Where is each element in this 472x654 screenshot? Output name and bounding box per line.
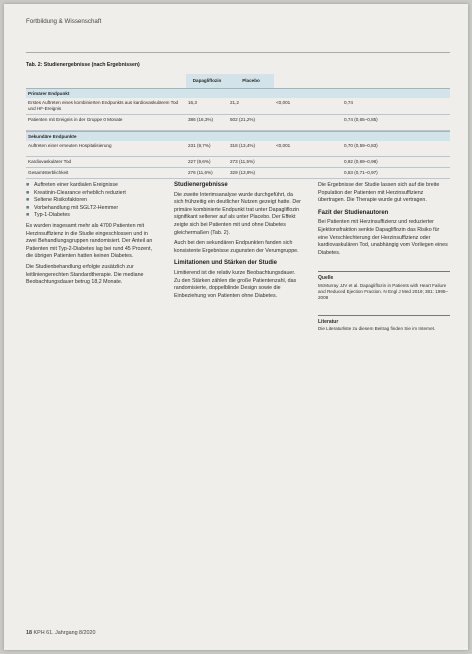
list-item: [26, 197, 154, 205]
subheading: Fazit der Studienautoren: [318, 209, 389, 216]
table-cell: 273 (11,5%): [230, 159, 255, 164]
table-cell: Patienten mit Ereignis in der Gruppe 0 Monate: [28, 117, 123, 122]
table-header-cell: Dapagliflozin: [186, 74, 228, 88]
body-paragraph: Bei Patienten mit Herzinsuffizienz und reduzierter Ejektionsfraktion senkte Dapagliflozin das Risiko für eine Verschlechterung der Herzinsuffizienz oder kardiovaskulären Tod, unabhängig vom Vorliegen eines Diabetes.: [318, 219, 448, 256]
list-item: [26, 190, 154, 198]
list-item-text: Kreatinin-Clearance erheblich reduziert: [34, 189, 126, 196]
text-column-1: [26, 182, 154, 287]
body-paragraph: Es wurden insgesamt mehr als 4700 Patienten mit Herzinsuffizienz in die Studie eingeschlossen und in zwei Behandlungsgruppen randomisiert. Der Anteil an Patienten mit Typ-2-Diabetes lag bei rund 45 Prozent, die übrigen Patienten hatten keinen Diabetes.: [26, 222, 153, 260]
table-cell: 227 (9,6%): [188, 159, 211, 164]
table-section-label: Primärer Endpunkt: [26, 88, 450, 98]
source-box-text: McMurray JJV et al. Dapagliflozin in Patients with Heart Failure and Reduced Ejection Fraction. N Engl J Med 2019; 381: 1995–2008: [318, 282, 448, 300]
table-cell: 0,74 (0,65–0,85): [344, 117, 378, 122]
table-cell: 0,70 (0,59–0,83): [344, 143, 378, 148]
table-cell: 329 (13,9%): [230, 170, 256, 175]
table-cell: 386 (16,3%): [188, 117, 214, 122]
table-cell: [274, 117, 342, 128]
table-row: [26, 98, 450, 115]
list-item-text: Auftreten einer kardialen Ereignisse: [34, 182, 118, 188]
table-cell: 21,2: [230, 100, 239, 105]
list-item-text: Vorbehandlung mit SGLT2-Hemmer: [34, 204, 119, 211]
section-header: Fortbildung & Wissenschaft: [26, 18, 102, 25]
table-cell: Kardiovaskulärer Tod: [28, 159, 72, 164]
source-box: [318, 271, 450, 301]
table-row: [26, 115, 450, 131]
table-row: [26, 168, 450, 179]
body-paragraph: Die Ergebnisse der Studie lassen sich auf die breite Population der Patienten mit Herzinsuffizienz übertragen. Die Therapie wurde gut vertragen.: [318, 182, 440, 204]
document-page: [4, 4, 468, 650]
text-column-3: [318, 182, 450, 333]
list-item-text: Seltene Risikofaktoren: [34, 197, 87, 204]
journal-name: KPH: [33, 630, 45, 636]
list-item: [26, 182, 154, 190]
table-cell: 16,3: [188, 100, 197, 105]
body-paragraph: Die zweite Interimsanalyse wurde durchgeführt, da sich frühzeitig ein deutlicher Nutzen gezeigt hatte. Der primäre kombinierte Endpunkt trat unter Dapagliflozin signifikant seltener auf als unter Placebo. Der Effekt zeigte sich bei Patienten mit und ohne Diabetes gleichermaßen (Tab. 2).: [174, 191, 301, 236]
table-header-row: [26, 74, 450, 88]
table-cell: Gesamtsterblichkeit: [28, 170, 69, 175]
journal-issue: 61. Jahrgang 8/2020: [46, 630, 96, 636]
table-row: [26, 157, 450, 168]
bullet-icon: ■: [26, 189, 30, 196]
table-section-label: Sekundäre Endpunkte: [26, 131, 450, 141]
list-item-text: Typ-1-Diabetes: [34, 212, 70, 219]
table-cell: 0,82 (0,69–0,98): [344, 159, 378, 164]
table-header-cell: [26, 74, 186, 88]
table-header-cell: Placebo: [228, 74, 274, 88]
page-number: 18: [26, 630, 32, 636]
table-cell: 502 (21,2%): [230, 117, 256, 122]
bullet-icon: ■: [26, 212, 30, 219]
bullet-icon: ■: [26, 204, 30, 211]
bullet-icon: ■: [26, 182, 30, 188]
table-header-cell: [274, 74, 342, 88]
page-footer: [26, 630, 96, 636]
table-cell: <0,001: [276, 100, 291, 105]
table-header-cell: [342, 74, 450, 88]
table-cell: 276 (11,6%): [188, 170, 213, 175]
table-cell: Auftreten einer erneuten Hospitalisierung: [28, 143, 112, 148]
body-paragraph: Limitierend ist die relativ kurze Beobachtungsdauer. Zu den Stärken zählen die große Patientenzahl, das randomisierte, doppelblinde Design sowie die Einbeziehung von Patienten ohne Diabetes.: [174, 269, 297, 299]
table-row: [26, 141, 450, 157]
header-rule: [26, 52, 450, 53]
table-cell: <0,001: [276, 143, 291, 148]
body-paragraph: Die Studienbehandlung erfolgte zusätzlich zur leitliniengerechten Standardtherapie. Die mediane Beobachtungsdauer betrug 18,2 Monate.: [26, 263, 144, 286]
results-table: [26, 74, 450, 179]
table-cell: 0,83 (0,71–0,97): [344, 170, 378, 175]
literature-box-text: Die Literaturliste zu diesem Beitrag finden Sie im Internet.: [318, 326, 436, 332]
table-title: Tab. 2: Studienergebnisse (nach Ergebnissen): [26, 62, 140, 68]
table-cell: 0,74: [344, 100, 353, 105]
table-cell: Erstes Auftreten eines kombinierten Endpunkts aus kardiovaskulärem Tod und HF-Ereignis: [28, 100, 179, 111]
subheading: Studienergebnisse: [174, 182, 228, 188]
table-cell: 318 (13,4%): [230, 143, 256, 148]
subheading: Limitationen und Stärken der Studie: [174, 260, 278, 267]
table-cell: [274, 159, 342, 165]
body-paragraph: Auch bei den sekundären Endpunkten fanden sich konsistente Ergebnisse zugunsten der Verumgruppe.: [174, 240, 299, 254]
bullet-icon: ■: [26, 197, 30, 204]
list-item: [26, 205, 154, 213]
list-item: [26, 212, 154, 220]
literature-box: [318, 315, 450, 332]
text-column-2: [174, 182, 302, 300]
literature-box-title: Literatur: [318, 319, 339, 326]
source-box-title: Quelle: [318, 275, 334, 282]
table-cell: 231 (9,7%): [188, 143, 211, 148]
table-cell: [274, 170, 342, 176]
